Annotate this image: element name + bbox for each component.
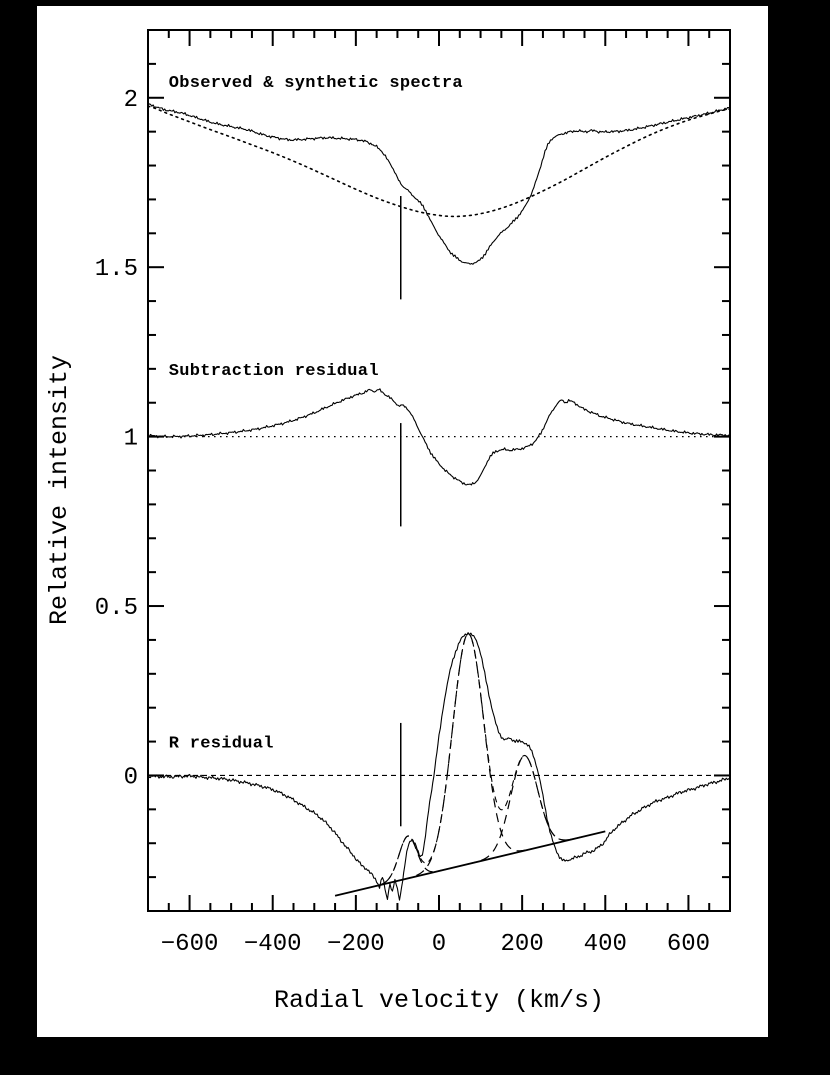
x-tick-label: 200 bbox=[500, 931, 544, 958]
x-tick-label: −200 bbox=[327, 931, 385, 958]
panel-label-1: Observed & synthetic spectra bbox=[168, 73, 463, 93]
x-tick-label: 600 bbox=[666, 931, 711, 958]
y-tick-label: 0 bbox=[123, 764, 138, 792]
x-axis-title: Radial velocity (km/s) bbox=[273, 986, 605, 1015]
y-axis-title: Relative intensity bbox=[45, 354, 74, 626]
x-tick-label: 400 bbox=[583, 931, 627, 958]
x-tick-label: −400 bbox=[243, 931, 302, 958]
y-tick-label: 2 bbox=[123, 86, 138, 114]
panel-label-2: Subtraction residual bbox=[168, 361, 379, 381]
y-tick-label: 0.5 bbox=[94, 595, 138, 623]
x-tick-label: −600 bbox=[160, 931, 219, 958]
y-tick-label: 1 bbox=[123, 425, 138, 453]
panel-label-3: R residual bbox=[168, 734, 274, 754]
x-tick-label: 0 bbox=[431, 931, 447, 958]
y-tick-label: 1.5 bbox=[94, 256, 138, 284]
